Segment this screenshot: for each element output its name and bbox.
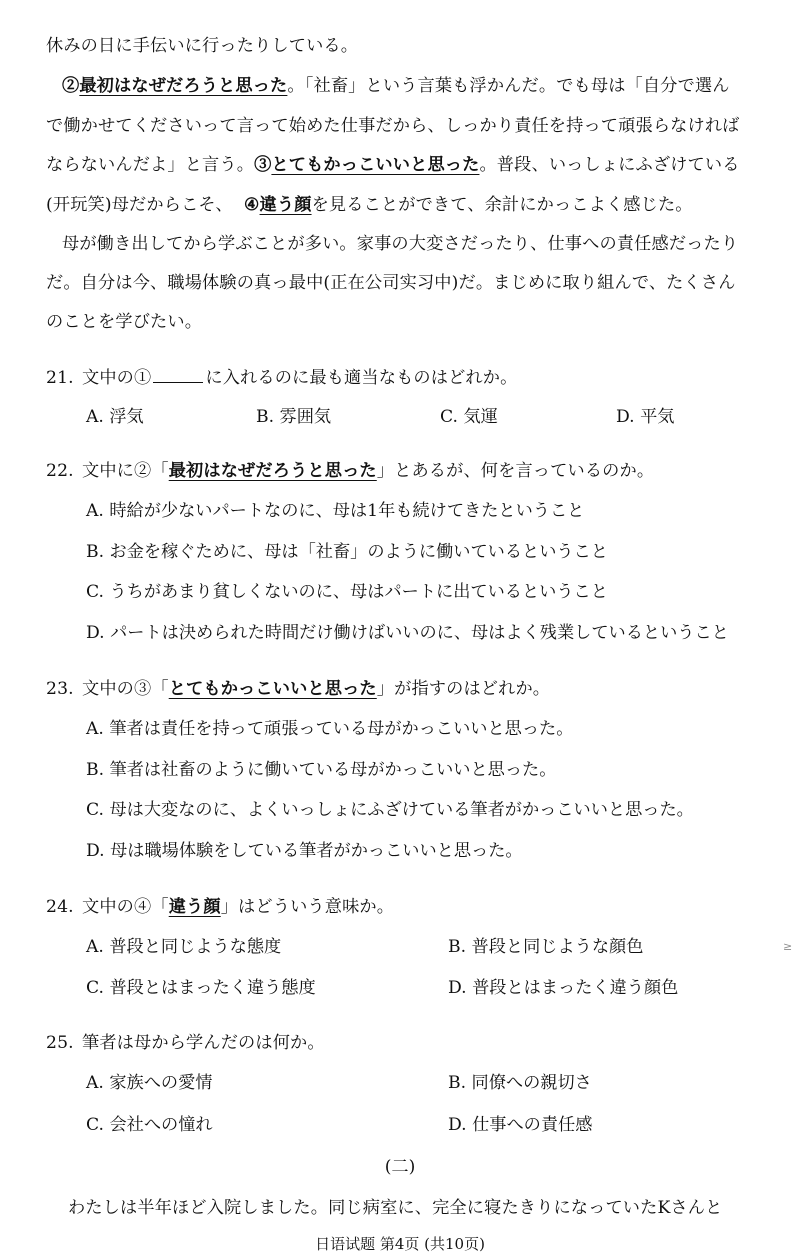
underline-3: 違う顔 bbox=[259, 195, 312, 215]
q24-option-b[interactable]: B. 普段と同じような顔色 bbox=[448, 937, 644, 957]
section-2-line-1: わたしは半年ほど入院しました。同じ病室に、完全に寝たきりになっていたKさんと bbox=[68, 1198, 723, 1218]
margin-mark: ≥ bbox=[783, 940, 793, 953]
page-footer: 日语试题 第4页 (共10页) bbox=[315, 1235, 485, 1253]
passage-line-6: 母が働き出してから学ぶことが多い。家事の大変さだったり、仕事への責任感だったり bbox=[62, 234, 739, 254]
q25-option-d[interactable]: D. 仕事への責任感 bbox=[448, 1115, 593, 1135]
q24-option-a[interactable]: A. 普段と同じような態度 bbox=[86, 937, 282, 957]
passage-line-7: だ。自分は今、職場体験の真っ最中(正在公司实习中)だ。まじめに取り組んで、たくさん bbox=[46, 273, 736, 293]
q22-option-c[interactable]: C. うちがあまり貧しくないのに、母はパートに出ているということ bbox=[86, 582, 608, 602]
q22-option-b[interactable]: B. お金を稼ぐために、母は「社畜」のように働いているということ bbox=[86, 542, 608, 562]
passage-line-2: ②最初はなぜだろうと思った。「社畜」という言葉も浮かんだ。でも母は「自分で選ん bbox=[62, 76, 730, 96]
q23-option-b[interactable]: B. 筆者は社畜のように働いている母がかっこいいと思った。 bbox=[86, 760, 557, 780]
section-2-title: (二) bbox=[384, 1157, 416, 1177]
passage-line-3: で働かせてくださいって言って始めた仕事だから、しっかり責任を持って頑張らなければ bbox=[46, 116, 740, 136]
passage-line-1: 休みの日に手伝いに行ったりしている。 bbox=[46, 36, 359, 56]
q21-option-d[interactable]: D. 平気 bbox=[616, 407, 675, 427]
passage-line-4: ならないんだよ」と言う。③とてもかっこいいと思った。普段、いっしょにふざけている bbox=[46, 155, 740, 175]
question-24-stem: 24. 文中の④「違う顔」はどういう意味か。 bbox=[46, 897, 395, 917]
q21-option-b[interactable]: B. 雰囲気 bbox=[256, 407, 332, 427]
q23-option-a[interactable]: A. 筆者は責任を持って頑張っている母がかっこいいと思った。 bbox=[86, 719, 574, 739]
q25-option-b[interactable]: B. 同僚への親切さ bbox=[448, 1073, 592, 1093]
answer-blank bbox=[153, 366, 203, 383]
q24-option-c[interactable]: C. 普段とはまったく違う態度 bbox=[86, 978, 316, 998]
q22-option-a[interactable]: A. 時給が少ないパートなのに、母は1年も続けてきたということ bbox=[86, 501, 585, 521]
q25-option-c[interactable]: C. 会社への憧れ bbox=[86, 1115, 213, 1135]
passage-line-5: (开玩笑)母だからこそ、 ④違う顔を見ることができて、余計にかっこよく感じた。 bbox=[46, 195, 693, 215]
underline-2: とてもかっこいいと思った bbox=[271, 155, 480, 175]
q21-option-a[interactable]: A. 浮気 bbox=[86, 407, 144, 427]
question-21-stem: 21. 文中の① に入れるのに最も適当なものはどれか。 bbox=[46, 368, 518, 388]
passage-line-8: のことを学びたい。 bbox=[46, 312, 203, 332]
question-25-stem: 25. 筆者は母から学んだのは何か。 bbox=[46, 1033, 325, 1053]
question-23-stem: 23. 文中の③「とてもかっこいいと思った」が指すのはどれか。 bbox=[46, 679, 551, 699]
q22-option-d[interactable]: D. パートは決められた時間だけ働けばいいのに、母はよく残業しているということ bbox=[86, 623, 729, 643]
q21-option-c[interactable]: C. 気運 bbox=[440, 407, 498, 427]
q25-option-a[interactable]: A. 家族への愛情 bbox=[86, 1073, 213, 1093]
q24-option-d[interactable]: D. 普段とはまったく違う顔色 bbox=[448, 978, 679, 998]
q23-option-d[interactable]: D. 母は職場体験をしている筆者がかっこいいと思った。 bbox=[86, 841, 523, 861]
underline-1: 最初はなぜだろうと思った bbox=[79, 76, 288, 96]
q23-option-c[interactable]: C. 母は大変なのに、よくいっしょにふざけている筆者がかっこいいと思った。 bbox=[86, 800, 694, 820]
question-22-stem: 22. 文中に②「最初はなぜだろうと思った」とあるが、何を言っているのか。 bbox=[46, 461, 655, 481]
